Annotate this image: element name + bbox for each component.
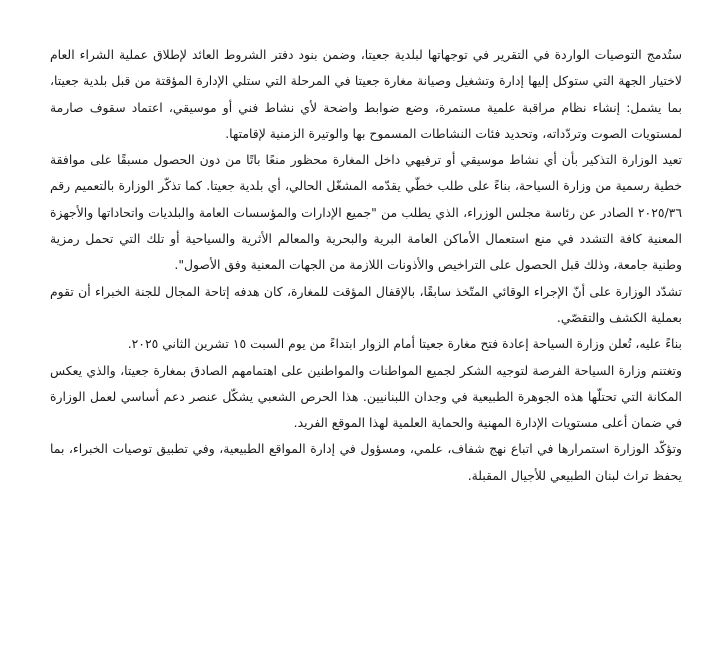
paragraph-reminder: تعيد الوزارة التذكير بأن أي نشاط موسيقي أو ترفيهي داخل المغارة محظور منعًا باتًا من دون الحصول مسبقًا على موافقة خطية رسمية من وزارة السياحة، بناءً على طلب خطّي يقدّمه المشغّل الحالي، أي بلدية جعيتا. كما تذكّر الوزارة بالتعميم رقم ٢٠٢٥/٣٦ الصادر عن رئاسة مجلس الوزراء، الذي يطلب من "جميع الإدارات والمؤسسات العامة والبلديات واتحاداتها والأجهزة المعنية كافة التشدد في منع استعمال الأماكن العامة البرية والبحرية والمعالم الأثرية والسياحية أو تلك التي تحمل رمزية وطنية جامعة، وذلك قبل الحصول على التراخيص والأذونات اللازمة من الجهات المعنية وفق الأصول".: [50, 152, 682, 273]
paragraph-commitment: وتؤكّد الوزارة استمرارها في اتباع نهج شفاف، علمي، ومسؤول في إدارة المواقع الطبيعية، وفي تطبيق توصيات الخبراء، بما يحفظ تراث لبنان الطبيعي للأجيال المقبلة.: [50, 441, 682, 483]
paragraph-thanks: وتغتنم وزارة السياحة الفرصة لتوجيه الشكر لجميع المواطنات والمواطنين على اهتمامهم الصادق بمغارة جعيتا، والذي يعكس المكانة التي تحتلّها هذه الجوهرة الطبيعية في وجدان اللبنانيين. هذا الحرص الشعبي يشكّل عنصر دعم أساسي لعمل الوزارة في ضمان أعلى مستويات الإدارة المهنية والحماية العلمية لهذا الموقع الفريد.: [50, 362, 682, 431]
paragraph-preventive-measure: تشدّد الوزارة على أنّ الإجراء الوقائي المتّخذ سابقًا، بالإقفال المؤقت للمغارة، كان هدفه إتاحة المجال للجنة الخبراء أن تقوم بعملية الكشف والتقصّي.: [50, 283, 682, 325]
paragraph-reopening: بناءً عليه، تُعلن وزارة السياحة إعادة فتح مغارة جعيتا أمام الزوار ابتداءً من يوم السبت ١٥ تشرين الثاني ٢٠٢٥.: [127, 336, 682, 352]
paragraph-recommendations: ستُدمج التوصيات الواردة في التقرير في توجهاتها لبلدية جعيتا، وضمن بنود دفتر الشروط العائد لإطلاق عملية الشراء العام لاختيار الجهة التي ستوكل إليها إدارة وتشغيل وصيانة مغارة جعيتا في المرحلة التي ستلي الإدارة المؤقتة من قبل بلدية جعيتا، بما يشمل: إنشاء نظام مراقبة علمية مستمرة، وضع ضوابط واضحة لأي نشاط فني أو موسيقي، اعتماد سقوف صارمة لمستويات الصوت وتردّداته، وتحديد فئات النشاطات المسموح بها والوتيرة الزمنية لإقامتها.: [50, 47, 682, 141]
document-body: [50, 42, 682, 489]
